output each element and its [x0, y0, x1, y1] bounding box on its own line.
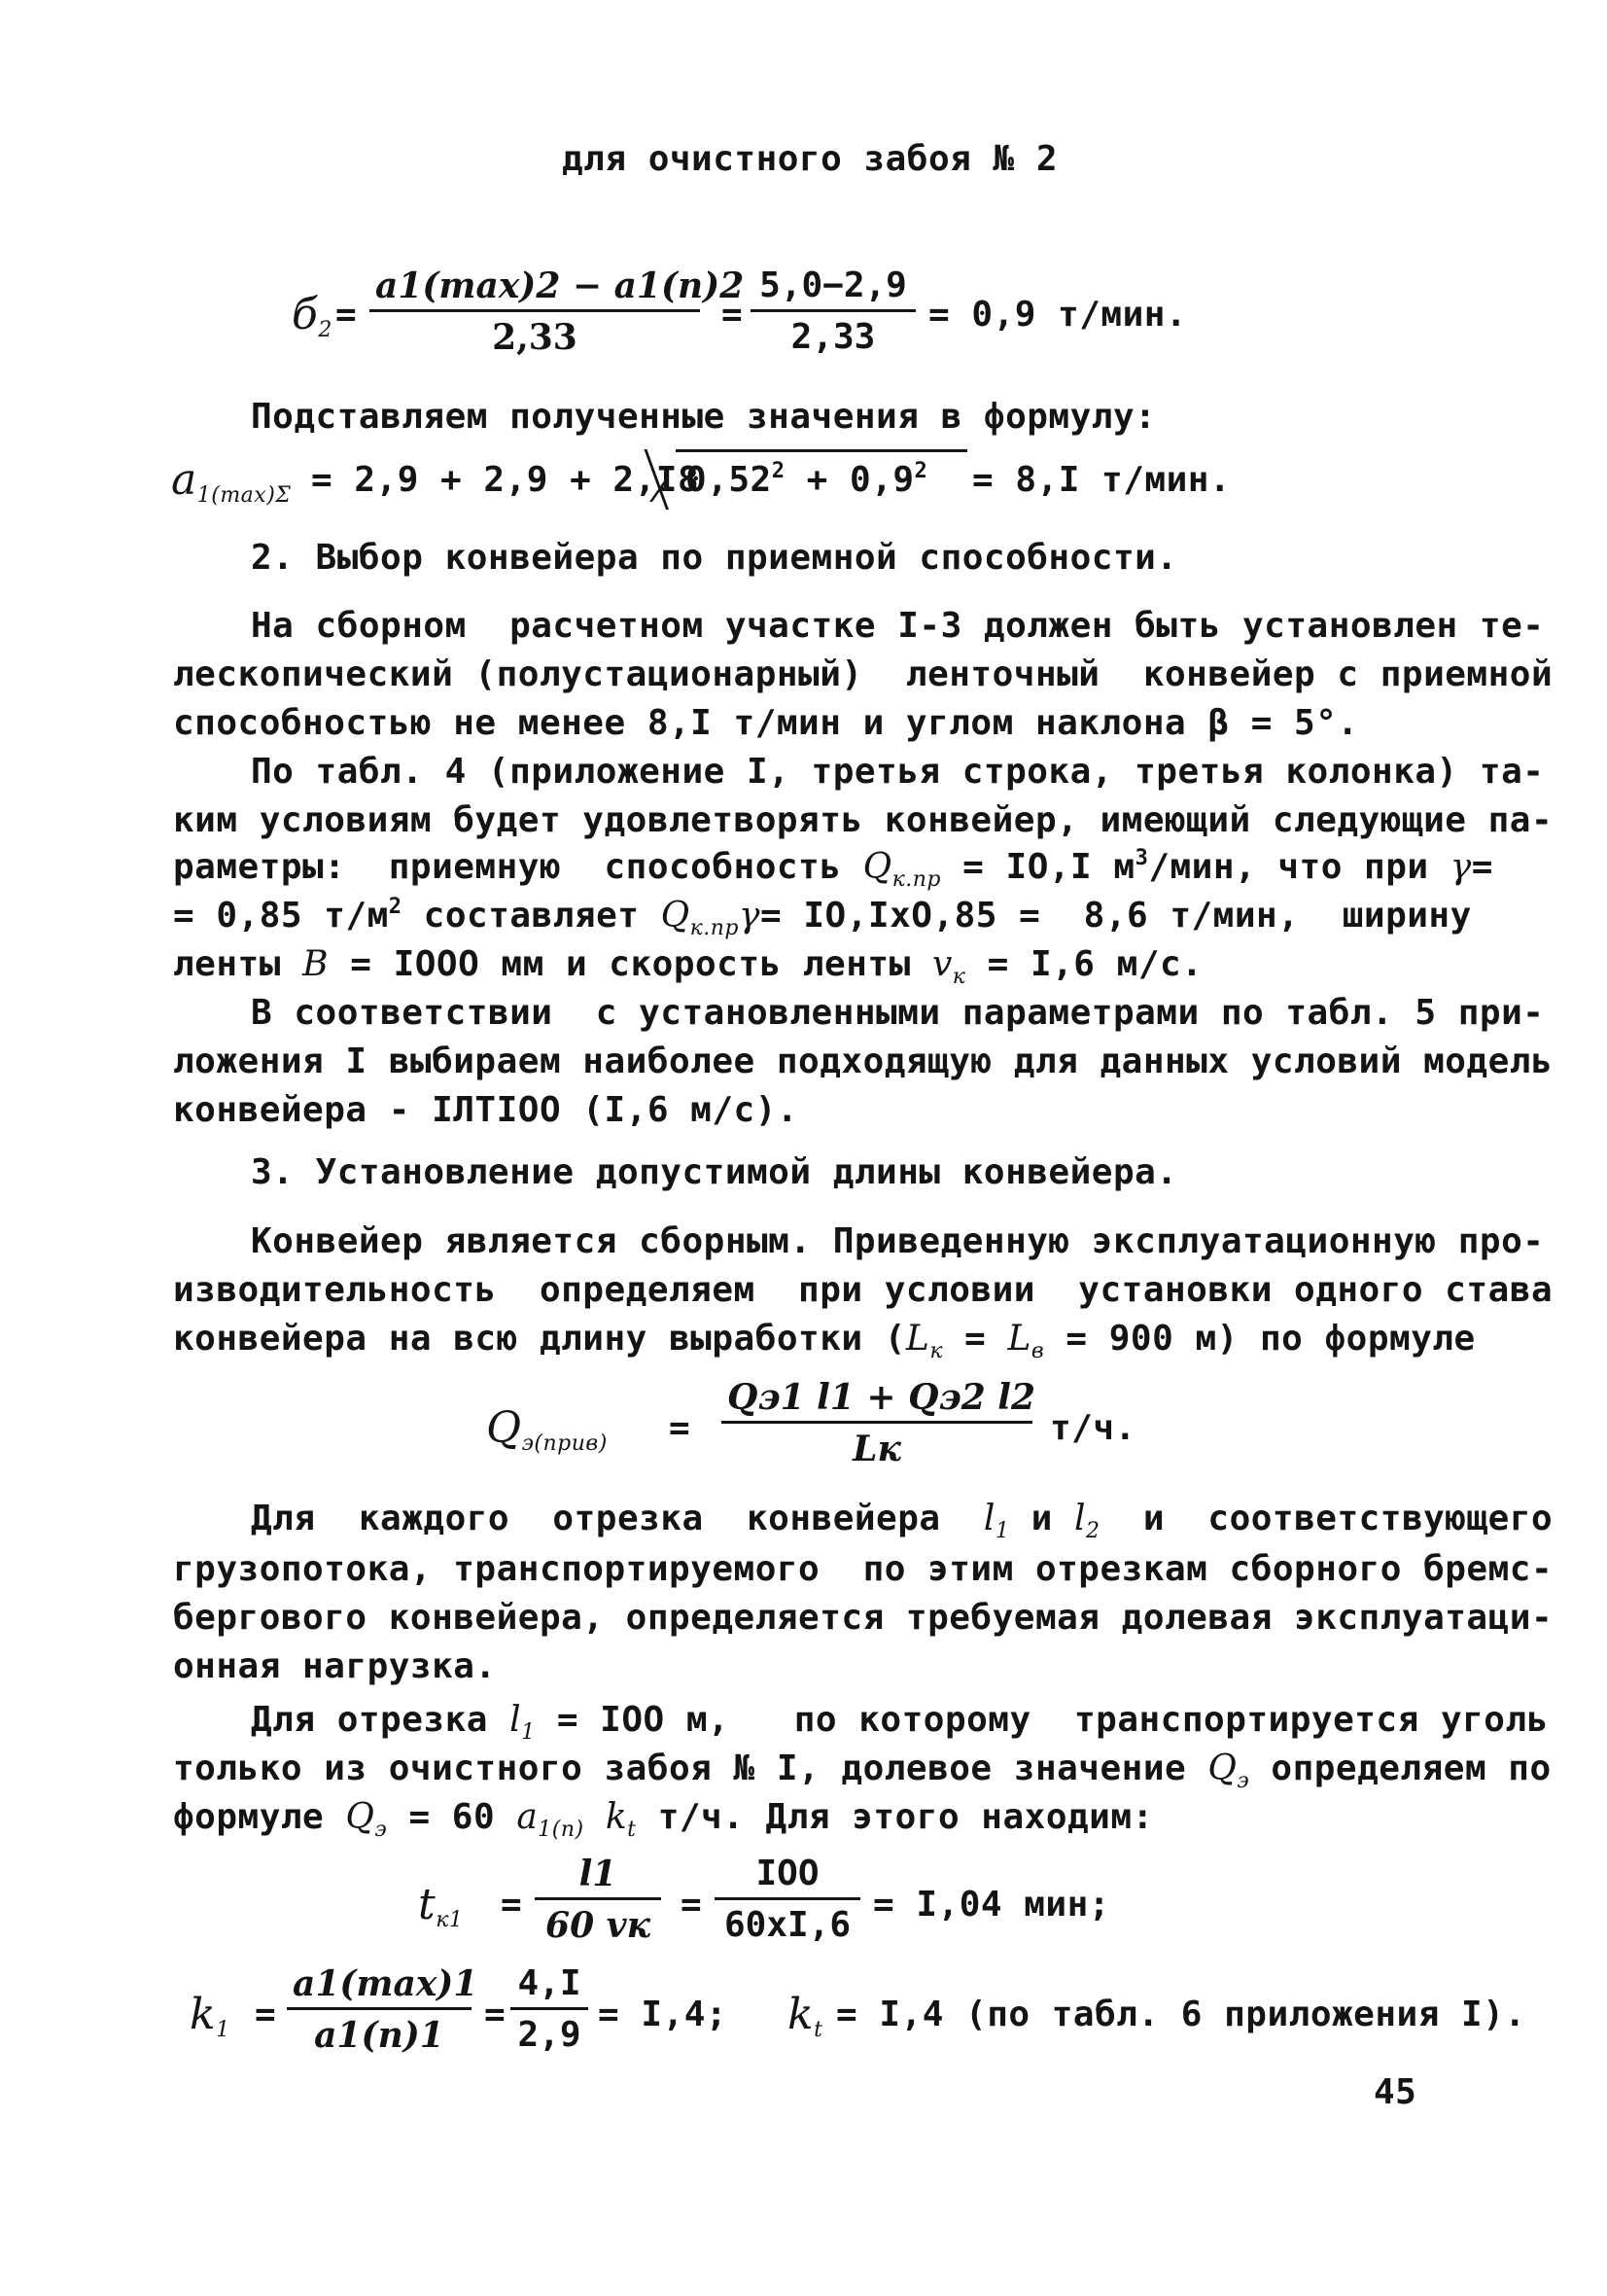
paragraph-line: грузопотока, транспортируемого по этим отрезкам сборного бремс- [173, 1549, 1554, 1589]
fraction-numeric: $\frac{5,0-2,9}{2,33}$ [751, 265, 916, 359]
paragraph-line: изводительность определяем при условии установки одного става [173, 1270, 1554, 1310]
formula-body: = 2,9 + 2,9 + 2,I8 [311, 460, 700, 500]
paragraph-line: только из очистного забоя № I, долевое значение $Q_э$ определяем по [173, 1748, 1552, 1793]
fraction-t-numeric: IOO 60xI,6 [715, 1853, 860, 1947]
equals-sign: = [721, 295, 744, 335]
equals-sign: = [669, 1408, 691, 1448]
equals-sign: = [255, 1995, 277, 2034]
equals-sign: = [335, 295, 358, 335]
paragraph-line: = 0,85 $т/м^2$ составляет $Q_{к.пр}\gamma= IO,IxO,85 = 8,6$ т/мин, ширину [173, 895, 1472, 940]
paragraph-line: Подставляем полученные значения в формулу: [251, 397, 1157, 437]
section-heading: 2. Выбор конвейера по приемной способности. [251, 538, 1178, 578]
paragraph-line: бергового конвейера, определяется требуемая долевая эксплуатаци- [173, 1598, 1554, 1638]
formula-unit: т/ч. [1050, 1408, 1136, 1448]
section-heading: 3. Установление допустимой длины конвейера. [251, 1152, 1178, 1192]
root-term: $0,52^2 + 0,9^2$ [685, 459, 928, 500]
fraction-symbolic: a1(max)2 − a1(n)2 2,33 [369, 265, 700, 359]
formula-lhs: k1 [190, 1990, 230, 2042]
paragraph-line: Для каждого отрезка конвейера $l_1$ и $l_2$ и соответствующего [251, 1499, 1554, 1543]
paragraph-line: В соответствии с установленными параметрами по табл. 5 при- [251, 993, 1545, 1033]
paragraph-line: Для отрезка $l_1$ = IOO м, по которому транспортируется уголь [251, 1700, 1549, 1745]
equals-sign: = [681, 1885, 703, 1925]
paragraph-line: По табл. 4 (приложение I, третья строка, третья колонка) та- [251, 752, 1545, 792]
paragraph-line: способностью не менее 8,I т/мин и углом наклона β = 5°. [173, 703, 1359, 743]
paragraph-line: раметры: приемную способность $Q_{к.пр} = IO,I$ $м^3$/мин, что при γ= [173, 846, 1493, 892]
formula-result: = I,04 мин; [873, 1885, 1110, 1925]
formula-result: = 0,9 т/мин. [928, 295, 1188, 335]
formula-lhs: б2 [292, 290, 332, 342]
paragraph-line: ким условиям будет удовлетворять конвейер, имеющий следующие па- [173, 800, 1554, 840]
equals-sign: = [484, 1995, 507, 2034]
equals-sign: = [501, 1885, 523, 1925]
formula-result: = I,4 (по табл. 6 приложения I). [836, 1995, 1526, 2034]
fraction-q-priv: Qэ1 l1 + Qэ2 l2 Lк [721, 1376, 1032, 1470]
paragraph-line: ленты B = IOOO мм и скорость ленты $v_к = I,6$ м/с. [173, 944, 1204, 989]
formula-mid: = I,4; [598, 1995, 728, 2034]
paragraph-line: онная нагрузка. [173, 1646, 497, 1686]
paragraph-line: На сборном расчетном участке I-3 должен быть установлен те- [251, 606, 1545, 646]
formula-lhs: a1(max)Σ [171, 455, 292, 508]
paragraph-line: формуле $Q_э = 60$ $a_{1(п)}$ $k_t$ т/ч. Для этого находим: [173, 1797, 1154, 1842]
paragraph-line: лескопический (полустационарный) ленточный конвейер с приемной [173, 654, 1554, 694]
root-sign-bar [676, 449, 967, 452]
page-heading: для очистного забоя № 2 [562, 139, 1058, 179]
paragraph-line: конвейера - IЛТIOO (I,6 м/с). [173, 1090, 799, 1130]
fraction-t-symbolic: l1 60 vк [535, 1853, 661, 1947]
formula-lhs: Qэ(прив) [486, 1403, 608, 1456]
paragraph-line: конвейера на всю длину выработки ($L_к = L_в = 900$ м) по формуле [173, 1319, 1476, 1363]
formula-lhs: tк1 [418, 1880, 464, 1932]
page-number: 45 [1374, 2072, 1417, 2112]
kt-symbol: kt [787, 1990, 823, 2042]
fraction-k1-symbolic: a1(max)1 a1(п)1 [287, 1962, 472, 2057]
formula-result: = 8,I т/мин. [972, 460, 1232, 500]
paragraph-line: Конвейер является сборным. Приведенную эксплуатационную про- [251, 1221, 1545, 1261]
paragraph-line: ложения I выбираем наиболее подходящую для данных условий модель [173, 1042, 1554, 1081]
fraction-k1-numeric: $\frac{4,I}{2,9}$ [510, 1962, 588, 2057]
